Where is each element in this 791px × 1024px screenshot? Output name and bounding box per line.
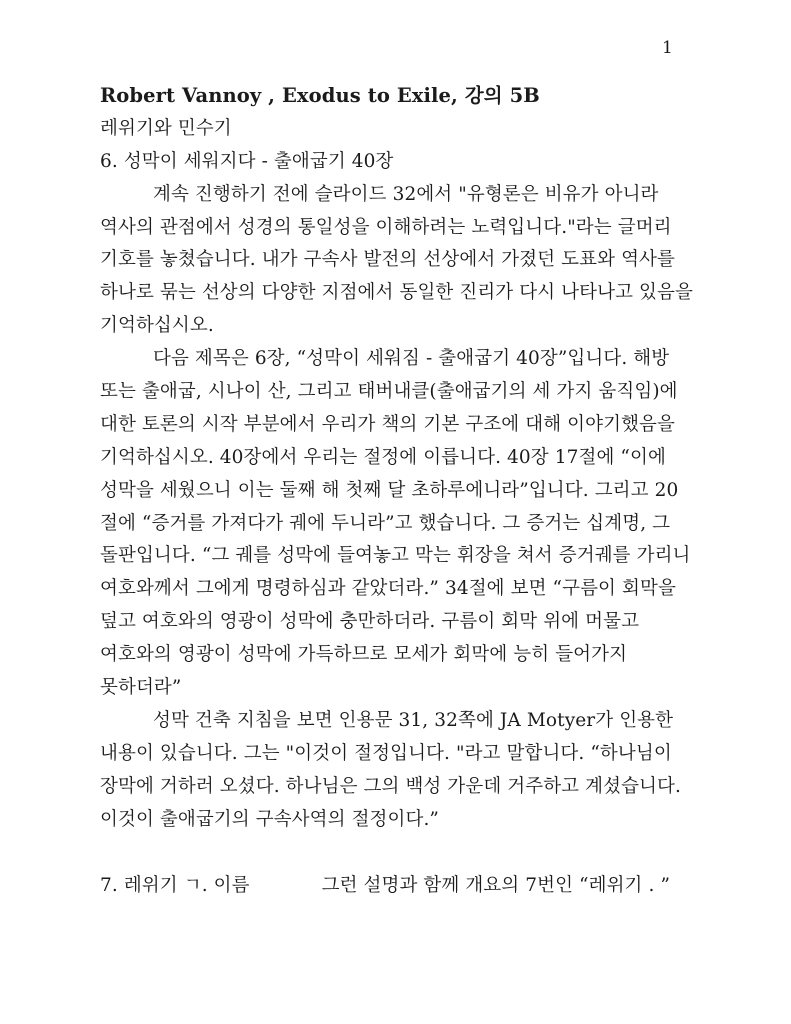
paragraph2-line: 또는 출애굽, 시나이 산, 그리고 태버내클(출애굽기의 세 가지 움직임)에 (100, 381, 678, 403)
paragraph3-line: 장막에 거하러 오셨다. 하나님은 그의 백성 가운데 거주하고 계셨습니다. (100, 775, 681, 797)
paragraph3-line: 성막 건축 지침을 보면 인용문 31, 32쪽에 JA Motyer가 인용한 (153, 709, 674, 731)
paragraph1-line: 계속 진행하기 전에 슬라이드 32에서 "유형론은 비유가 아니라 (153, 183, 659, 205)
paragraph2-line: 여호와의 영광이 성막에 가득하므로 모세가 회막에 능히 들어가지 (100, 644, 628, 666)
paragraph2-line: 대한 토론의 시작 부분에서 우리가 책의 기본 구조에 대해 이야기했음을 (100, 413, 675, 435)
paragraph2-line: 여호와께서 그에게 명령하심과 같았더라.” 34절에 보면 “구름이 회막을 (100, 578, 676, 600)
section-7-label: 7. 레위기 ㄱ. 이름 (100, 875, 250, 897)
paragraph2-line: 덮고 여호와의 영광이 성막에 충만하더라. 구름이 회막 위에 머물고 (100, 611, 640, 633)
blank-space (100, 836, 720, 870)
paragraph2-line: 돌판입니다. “그 궤를 성막에 들여놓고 막는 휘장을 쳐서 증거궤를 가리니 (100, 545, 691, 567)
paragraph2-line: 절에 “증거를 가져다가 궤에 두니라”고 했습니다. 그 증거는 십계명, 그 (100, 512, 671, 534)
paragraph1-line: 역사의 관점에서 성경의 통일성을 이해하려는 노력입니다."라는 글머리 (100, 216, 672, 238)
section-7-text: 그런 설명과 함께 개요의 7번인 “레위기 . ” (321, 875, 671, 897)
document-subtitle: 레위기와 민수기 (100, 117, 232, 139)
page-number: 1 (662, 38, 673, 58)
paragraph1-line: 기호를 놓쳤습니다. 내가 구속사 발전의 선상에서 가졌던 도표와 역사를 (100, 249, 675, 271)
paragraph2-line: 성막을 세웠으니 이는 둘째 해 첫째 달 초하루에니라”입니다. 그리고 20 (100, 479, 679, 501)
paragraph1-line: 기억하십시오. (100, 315, 214, 337)
section-7-heading (100, 870, 720, 903)
paragraph3-line: 이것이 출애굽기의 구속사역의 절정이다.” (100, 808, 439, 830)
paragraph2-line: 다음 제목은 6장, “성막이 세워짐 - 출애굽기 40장”입니다. 해방 (153, 348, 670, 370)
section-6-heading: 6. 성막이 세워지다 - 출애굽기 40장 (100, 150, 394, 172)
document-content (100, 80, 720, 903)
paragraph1-line: 하나로 묶는 선상의 다양한 지점에서 동일한 진리가 다시 나타나고 있음을 (100, 282, 693, 304)
paragraph3-line: 내용이 있습니다. 그는 "이것이 절정입니다. "라고 말합니다. “하나님이 (100, 742, 672, 764)
document-title: Robert Vannoy , Exodus to Exile, 강의 5B (100, 84, 540, 107)
paragraph2-line: 못하더라” (100, 677, 182, 699)
paragraph2-line: 기억하십시오. 40장에서 우리는 절정에 이릅니다. 40장 17절에 “이에 (100, 446, 666, 468)
